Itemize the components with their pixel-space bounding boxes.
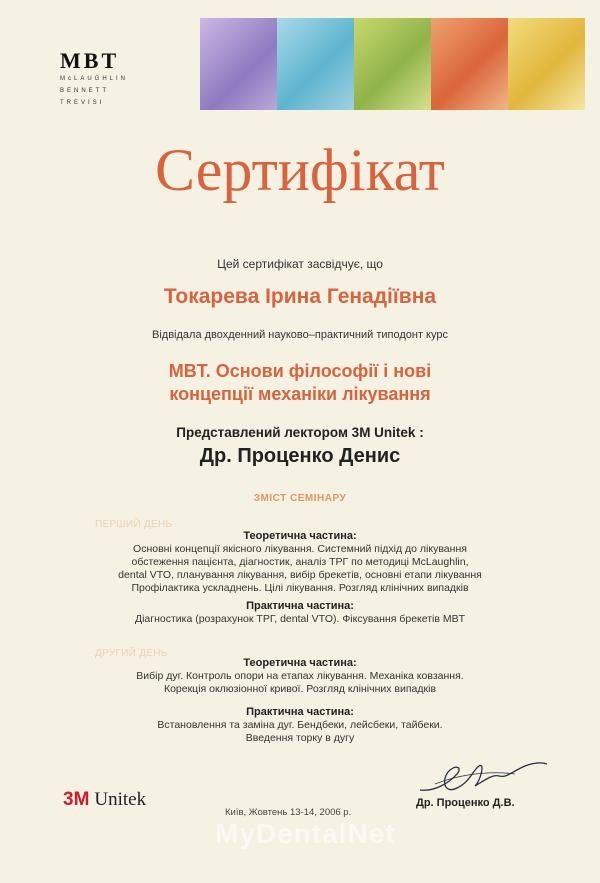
day1-label: ПЕРШИЙ ДЕНЬ [95,519,173,530]
day1-practice-block [0,600,600,626]
watermark-text: MyDentalNet [215,818,396,849]
day2-theory-line: Вибір дуг. Контроль опори на етапах лікування. Механіка ковзання. [136,670,464,682]
lecturer-name: Др. Проценко Денис [199,445,401,467]
seminar-contents-heading: ЗМІСТ СЕМІНАРУ [253,493,347,504]
day1-theory-line: dental VTO, планування лікування, вибір брекетів, основні етапи лікування [118,569,482,581]
presented-by-text: Представлений лектором 3M Unitek : [176,425,424,440]
recipient-name: Токарева Ірина Генадіївна [163,285,437,308]
banner-image-blue [277,18,354,110]
course-title-line-1: MBT. Основи філософії і нові [168,361,432,381]
day1-theory-heading: Теоретична частина: [243,530,357,542]
day1-theory-line: обстеження пацієнта, діагностик, аналіз ТРГ по методиці McLaughlin, [131,556,469,568]
day1-practice-line: Діагностика (розрахунок ТРГ, dental VTO). Фіксування брекетів MBT [134,613,466,625]
attended-text: Відвідала двохденний науково–практичний типодонт курс [152,329,448,341]
mbt-logo-title: MBT [60,48,120,73]
signature-name: Др. Проценко Д.В. [416,797,515,809]
banner-image-yellow [508,18,585,110]
3m-unitek-logo [63,789,146,811]
certificate-title: Сертифікат [154,137,445,203]
mbt-logo-sub-1: McLAUGHLIN [60,76,129,82]
day2-theory-block [0,657,600,696]
course-title-line-2: концепції механіки лікування [169,384,431,404]
date-place: Київ, Жовтень 13-14, 2006 р. [225,807,352,818]
day2-practice-line: Встановлення та заміна дуг. Бендбеки, лейсбеки, тайбеки. [157,719,443,731]
3m-logo-mark: 3M [63,789,90,810]
banner-image-purple [200,18,277,110]
day2-practice-heading: Практична частина: [246,706,354,718]
day1-theory-block [0,530,600,595]
day2-theory-line: Корекція оклюзіонної кривої. Розгляд клінічних випадків [163,683,437,695]
mbt-logo [60,50,150,108]
banner-image-green [354,18,431,110]
mbt-logo-sub-3: TREVISI [60,100,105,106]
day2-label: ДРУГИЙ ДЕНЬ [95,648,168,659]
mbt-logo-sub-2: BENNETT [60,88,110,94]
day2-theory-heading: Теоретична частина: [243,657,357,669]
signature-image [415,752,550,802]
certifies-text: Цей сертифікат засвідчує, що [217,257,383,271]
header-image-banner [200,18,585,110]
day1-practice-heading: Практична частина: [246,600,354,612]
course-title [0,360,600,406]
day1-theory-line: Основні концепції якісного лікування. Системний підхід до лікування [133,543,467,555]
day1-theory-line: Профілактика ускладнень. Цілі лікування. Розгляд клінічних випадків [131,582,469,594]
day2-practice-block [0,706,600,745]
day2-practice-line: Введення торку в дугу [245,732,355,744]
banner-image-orange [431,18,508,110]
unitek-logo-text: Unitek [94,789,147,810]
